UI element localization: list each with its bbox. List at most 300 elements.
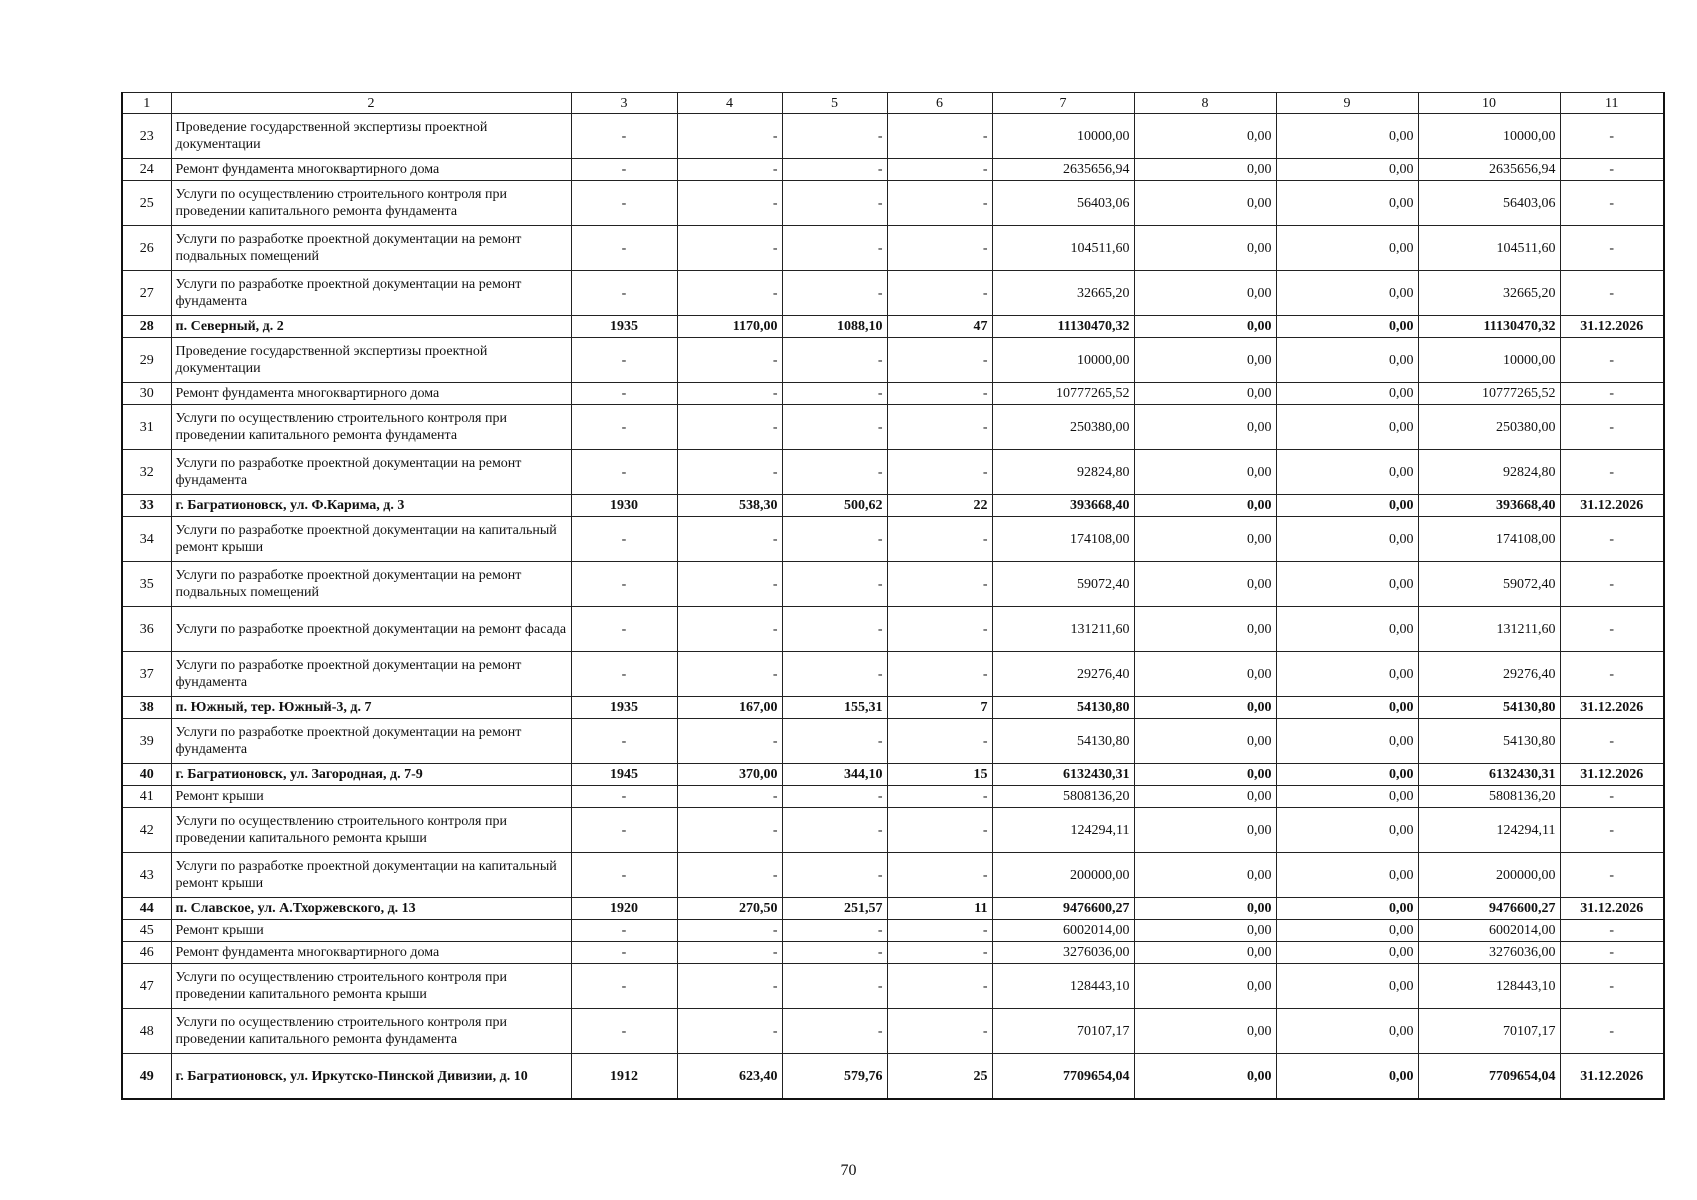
work-description: Услуги по осуществлению строительного контроля при проведении капитального ремонта фундамента: [171, 405, 571, 450]
total-area: -: [677, 942, 782, 964]
row-number: 24: [122, 159, 171, 181]
cost-owners: 3276036,00: [1418, 942, 1560, 964]
cost-source-b: 0,00: [1276, 383, 1418, 405]
total-cost: 54130,80: [992, 719, 1134, 764]
cost-source-b: 0,00: [1276, 181, 1418, 226]
completion-date: 31.12.2026: [1560, 316, 1664, 338]
cost-owners: 250380,00: [1418, 405, 1560, 450]
column-header: 4: [677, 93, 782, 114]
cost-source-a: 0,00: [1134, 697, 1276, 719]
cost-source-a: 0,00: [1134, 316, 1276, 338]
building-row: [122, 1054, 1664, 1100]
work-item-row: [122, 517, 1664, 562]
living-area: -: [782, 786, 887, 808]
completion-date: -: [1560, 405, 1664, 450]
cost-source-b: 0,00: [1276, 853, 1418, 898]
cost-source-a: 0,00: [1134, 786, 1276, 808]
total-area: -: [677, 920, 782, 942]
total-area: 623,40: [677, 1054, 782, 1100]
work-description: Ремонт крыши: [171, 786, 571, 808]
cost-owners: 5808136,20: [1418, 786, 1560, 808]
total-area: 370,00: [677, 764, 782, 786]
living-area: -: [782, 719, 887, 764]
build-year: 1930: [571, 495, 677, 517]
work-item-row: [122, 181, 1664, 226]
build-year: -: [571, 562, 677, 607]
row-number: 29: [122, 338, 171, 383]
table-body: [122, 93, 1664, 1100]
row-number: 37: [122, 652, 171, 697]
build-year: -: [571, 853, 677, 898]
work-description: Проведение государственной экспертизы проектной документации: [171, 338, 571, 383]
completion-date: -: [1560, 964, 1664, 1009]
total-cost: 174108,00: [992, 517, 1134, 562]
build-year: -: [571, 786, 677, 808]
work-item-row: [122, 853, 1664, 898]
residents-count: -: [887, 517, 992, 562]
living-area: -: [782, 159, 887, 181]
work-item-row: [122, 808, 1664, 853]
cost-source-a: 0,00: [1134, 495, 1276, 517]
work-description: Услуги по осуществлению строительного контроля при проведении капитального ремонта крыши: [171, 808, 571, 853]
cost-owners: 200000,00: [1418, 853, 1560, 898]
total-cost: 56403,06: [992, 181, 1134, 226]
row-number: 23: [122, 114, 171, 159]
build-year: 1920: [571, 898, 677, 920]
cost-owners: 54130,80: [1418, 719, 1560, 764]
work-item-row: [122, 920, 1664, 942]
row-number: 45: [122, 920, 171, 942]
living-area: -: [782, 964, 887, 1009]
completion-date: -: [1560, 719, 1664, 764]
residents-count: 25: [887, 1054, 992, 1100]
residents-count: -: [887, 226, 992, 271]
cost-source-a: 0,00: [1134, 719, 1276, 764]
total-area: -: [677, 964, 782, 1009]
work-description: Ремонт фундамента многоквартирного дома: [171, 942, 571, 964]
residents-count: -: [887, 338, 992, 383]
work-item-row: [122, 562, 1664, 607]
work-item-row: [122, 226, 1664, 271]
cost-owners: 56403,06: [1418, 181, 1560, 226]
living-area: -: [782, 450, 887, 495]
build-year: -: [571, 338, 677, 383]
total-cost: 70107,17: [992, 1009, 1134, 1054]
total-cost: 59072,40: [992, 562, 1134, 607]
column-header: 7: [992, 93, 1134, 114]
completion-date: 31.12.2026: [1560, 495, 1664, 517]
cost-owners: 32665,20: [1418, 271, 1560, 316]
cost-owners: 11130470,32: [1418, 316, 1560, 338]
work-description: Проведение государственной экспертизы проектной документации: [171, 114, 571, 159]
cost-owners: 6002014,00: [1418, 920, 1560, 942]
build-year: -: [571, 808, 677, 853]
cost-source-a: 0,00: [1134, 562, 1276, 607]
building-row: [122, 697, 1664, 719]
work-description: п. Северный, д. 2: [171, 316, 571, 338]
cost-source-a: 0,00: [1134, 181, 1276, 226]
completion-date: 31.12.2026: [1560, 898, 1664, 920]
completion-date: -: [1560, 517, 1664, 562]
cost-source-a: 0,00: [1134, 652, 1276, 697]
column-header: 8: [1134, 93, 1276, 114]
cost-source-a: 0,00: [1134, 405, 1276, 450]
living-area: -: [782, 920, 887, 942]
row-number: 27: [122, 271, 171, 316]
row-number: 42: [122, 808, 171, 853]
building-row: [122, 898, 1664, 920]
row-number: 28: [122, 316, 171, 338]
residents-count: 7: [887, 697, 992, 719]
completion-date: -: [1560, 450, 1664, 495]
column-header: 10: [1418, 93, 1560, 114]
residents-count: -: [887, 786, 992, 808]
work-description: Услуги по разработке проектной документации на капитальный ремонт крыши: [171, 853, 571, 898]
cost-source-b: 0,00: [1276, 1009, 1418, 1054]
cost-source-b: 0,00: [1276, 607, 1418, 652]
total-area: 270,50: [677, 898, 782, 920]
cost-source-a: 0,00: [1134, 920, 1276, 942]
cost-owners: 10000,00: [1418, 338, 1560, 383]
residents-count: -: [887, 652, 992, 697]
cost-owners: 7709654,04: [1418, 1054, 1560, 1100]
total-cost: 9476600,27: [992, 898, 1134, 920]
row-number: 30: [122, 383, 171, 405]
completion-date: -: [1560, 114, 1664, 159]
row-number: 49: [122, 1054, 171, 1100]
residents-count: -: [887, 920, 992, 942]
living-area: -: [782, 181, 887, 226]
completion-date: -: [1560, 808, 1664, 853]
cost-source-b: 0,00: [1276, 652, 1418, 697]
row-number: 25: [122, 181, 171, 226]
work-description: Услуги по осуществлению строительного контроля при проведении капитального ремонта крыши: [171, 964, 571, 1009]
work-description: г. Багратионовск, ул. Иркутско-Пинской Дивизии, д. 10: [171, 1054, 571, 1100]
work-item-row: [122, 114, 1664, 159]
total-area: -: [677, 338, 782, 383]
residents-count: -: [887, 159, 992, 181]
row-number: 38: [122, 697, 171, 719]
column-header: 3: [571, 93, 677, 114]
row-number: 26: [122, 226, 171, 271]
cost-source-a: 0,00: [1134, 607, 1276, 652]
residents-count: 11: [887, 898, 992, 920]
row-number: 36: [122, 607, 171, 652]
build-year: 1935: [571, 697, 677, 719]
cost-source-b: 0,00: [1276, 697, 1418, 719]
row-number: 46: [122, 942, 171, 964]
row-number: 48: [122, 1009, 171, 1054]
build-year: -: [571, 159, 677, 181]
total-cost: 128443,10: [992, 964, 1134, 1009]
completion-date: -: [1560, 786, 1664, 808]
work-item-row: [122, 1009, 1664, 1054]
work-description: Услуги по разработке проектной документации на ремонт подвальных помещений: [171, 562, 571, 607]
total-cost: 6132430,31: [992, 764, 1134, 786]
total-area: -: [677, 159, 782, 181]
cost-owners: 9476600,27: [1418, 898, 1560, 920]
row-number: 39: [122, 719, 171, 764]
work-description: п. Южный, тер. Южный-3, д. 7: [171, 697, 571, 719]
completion-date: 31.12.2026: [1560, 697, 1664, 719]
build-year: -: [571, 383, 677, 405]
cost-source-a: 0,00: [1134, 383, 1276, 405]
work-item-row: [122, 405, 1664, 450]
row-number: 41: [122, 786, 171, 808]
cost-source-a: 0,00: [1134, 338, 1276, 383]
work-description: Ремонт фундамента многоквартирного дома: [171, 159, 571, 181]
work-item-row: [122, 964, 1664, 1009]
cost-owners: 2635656,94: [1418, 159, 1560, 181]
row-number: 47: [122, 964, 171, 1009]
work-description: Услуги по разработке проектной документации на ремонт фундамента: [171, 652, 571, 697]
total-area: -: [677, 517, 782, 562]
build-year: -: [571, 1009, 677, 1054]
work-item-row: [122, 271, 1664, 316]
build-year: -: [571, 226, 677, 271]
cost-owners: 29276,40: [1418, 652, 1560, 697]
total-area: -: [677, 405, 782, 450]
work-description: Услуги по разработке проектной документации на ремонт фасада: [171, 607, 571, 652]
build-year: -: [571, 517, 677, 562]
column-header: 6: [887, 93, 992, 114]
living-area: -: [782, 405, 887, 450]
cost-source-b: 0,00: [1276, 764, 1418, 786]
completion-date: -: [1560, 181, 1664, 226]
repair-program-table: [121, 92, 1665, 1100]
work-item-row: [122, 786, 1664, 808]
cost-owners: 70107,17: [1418, 1009, 1560, 1054]
cost-source-a: 0,00: [1134, 964, 1276, 1009]
cost-source-a: 0,00: [1134, 764, 1276, 786]
column-header: 2: [171, 93, 571, 114]
row-number: 40: [122, 764, 171, 786]
total-cost: 10000,00: [992, 114, 1134, 159]
completion-date: -: [1560, 271, 1664, 316]
cost-owners: 10000,00: [1418, 114, 1560, 159]
work-description: г. Багратионовск, ул. Ф.Карима, д. 3: [171, 495, 571, 517]
build-year: 1935: [571, 316, 677, 338]
cost-source-a: 0,00: [1134, 1054, 1276, 1100]
cost-source-b: 0,00: [1276, 226, 1418, 271]
residents-count: -: [887, 405, 992, 450]
cost-source-a: 0,00: [1134, 159, 1276, 181]
total-area: 167,00: [677, 697, 782, 719]
work-item-row: [122, 942, 1664, 964]
build-year: -: [571, 719, 677, 764]
completion-date: -: [1560, 1009, 1664, 1054]
build-year: -: [571, 920, 677, 942]
work-description: Услуги по разработке проектной документации на ремонт подвальных помещений: [171, 226, 571, 271]
living-area: -: [782, 1009, 887, 1054]
living-area: -: [782, 652, 887, 697]
living-area: -: [782, 338, 887, 383]
build-year: -: [571, 405, 677, 450]
total-cost: 6002014,00: [992, 920, 1134, 942]
build-year: -: [571, 450, 677, 495]
total-cost: 7709654,04: [992, 1054, 1134, 1100]
work-description: Услуги по разработке проектной документации на ремонт фундамента: [171, 271, 571, 316]
residents-count: -: [887, 271, 992, 316]
work-description: Услуги по разработке проектной документации на ремонт фундамента: [171, 719, 571, 764]
cost-source-a: 0,00: [1134, 271, 1276, 316]
work-description: Услуги по осуществлению строительного контроля при проведении капитального ремонта фундамента: [171, 1009, 571, 1054]
living-area: -: [782, 607, 887, 652]
total-area: -: [677, 607, 782, 652]
completion-date: -: [1560, 920, 1664, 942]
residents-count: -: [887, 562, 992, 607]
cost-source-b: 0,00: [1276, 271, 1418, 316]
total-cost: 104511,60: [992, 226, 1134, 271]
total-area: -: [677, 786, 782, 808]
total-cost: 200000,00: [992, 853, 1134, 898]
living-area: 251,57: [782, 898, 887, 920]
cost-source-b: 0,00: [1276, 808, 1418, 853]
column-header: 9: [1276, 93, 1418, 114]
total-area: -: [677, 450, 782, 495]
total-area: -: [677, 271, 782, 316]
residents-count: -: [887, 1009, 992, 1054]
completion-date: -: [1560, 383, 1664, 405]
build-year: 1945: [571, 764, 677, 786]
build-year: -: [571, 942, 677, 964]
total-cost: 10777265,52: [992, 383, 1134, 405]
building-row: [122, 495, 1664, 517]
build-year: -: [571, 652, 677, 697]
cost-source-a: 0,00: [1134, 942, 1276, 964]
build-year: -: [571, 271, 677, 316]
total-cost: 393668,40: [992, 495, 1134, 517]
build-year: 1912: [571, 1054, 677, 1100]
cost-source-a: 0,00: [1134, 226, 1276, 271]
living-area: 155,31: [782, 697, 887, 719]
work-item-row: [122, 652, 1664, 697]
cost-source-b: 0,00: [1276, 942, 1418, 964]
living-area: 579,76: [782, 1054, 887, 1100]
row-number: 44: [122, 898, 171, 920]
work-item-row: [122, 719, 1664, 764]
cost-source-b: 0,00: [1276, 316, 1418, 338]
residents-count: -: [887, 607, 992, 652]
completion-date: 31.12.2026: [1560, 1054, 1664, 1100]
total-area: -: [677, 1009, 782, 1054]
living-area: -: [782, 114, 887, 159]
cost-source-b: 0,00: [1276, 964, 1418, 1009]
cost-owners: 59072,40: [1418, 562, 1560, 607]
build-year: -: [571, 607, 677, 652]
cost-owners: 92824,80: [1418, 450, 1560, 495]
cost-source-b: 0,00: [1276, 562, 1418, 607]
cost-source-a: 0,00: [1134, 1009, 1276, 1054]
living-area: 500,62: [782, 495, 887, 517]
total-cost: 2635656,94: [992, 159, 1134, 181]
total-cost: 54130,80: [992, 697, 1134, 719]
residents-count: -: [887, 450, 992, 495]
completion-date: -: [1560, 159, 1664, 181]
total-area: -: [677, 853, 782, 898]
completion-date: -: [1560, 562, 1664, 607]
cost-owners: 54130,80: [1418, 697, 1560, 719]
living-area: 1088,10: [782, 316, 887, 338]
living-area: -: [782, 853, 887, 898]
total-area: -: [677, 719, 782, 764]
total-area: 538,30: [677, 495, 782, 517]
cost-source-b: 0,00: [1276, 495, 1418, 517]
cost-source-b: 0,00: [1276, 1054, 1418, 1100]
living-area: -: [782, 271, 887, 316]
cost-source-b: 0,00: [1276, 786, 1418, 808]
work-item-row: [122, 607, 1664, 652]
column-header: 1: [122, 93, 171, 114]
total-area: -: [677, 226, 782, 271]
cost-source-b: 0,00: [1276, 450, 1418, 495]
row-number: 32: [122, 450, 171, 495]
row-number: 35: [122, 562, 171, 607]
total-area: -: [677, 181, 782, 226]
total-area: -: [677, 114, 782, 159]
residents-count: -: [887, 383, 992, 405]
total-cost: 11130470,32: [992, 316, 1134, 338]
residents-count: -: [887, 853, 992, 898]
work-description: Услуги по осуществлению строительного контроля при проведении капитального ремонта фундамента: [171, 181, 571, 226]
living-area: 344,10: [782, 764, 887, 786]
build-year: -: [571, 964, 677, 1009]
total-cost: 5808136,20: [992, 786, 1134, 808]
residents-count: -: [887, 181, 992, 226]
column-header: 11: [1560, 93, 1664, 114]
work-item-row: [122, 450, 1664, 495]
work-description: г. Багратионовск, ул. Загородная, д. 7-9: [171, 764, 571, 786]
cost-source-b: 0,00: [1276, 517, 1418, 562]
total-cost: 29276,40: [992, 652, 1134, 697]
total-area: -: [677, 652, 782, 697]
column-header: 5: [782, 93, 887, 114]
build-year: -: [571, 181, 677, 226]
work-item-row: [122, 338, 1664, 383]
cost-source-b: 0,00: [1276, 405, 1418, 450]
residents-count: 47: [887, 316, 992, 338]
living-area: -: [782, 942, 887, 964]
completion-date: -: [1560, 652, 1664, 697]
cost-source-a: 0,00: [1134, 450, 1276, 495]
work-description: Ремонт крыши: [171, 920, 571, 942]
cost-owners: 393668,40: [1418, 495, 1560, 517]
row-number: 33: [122, 495, 171, 517]
cost-source-a: 0,00: [1134, 853, 1276, 898]
total-area: -: [677, 562, 782, 607]
residents-count: -: [887, 719, 992, 764]
cost-owners: 10777265,52: [1418, 383, 1560, 405]
cost-source-b: 0,00: [1276, 338, 1418, 383]
completion-date: -: [1560, 942, 1664, 964]
building-row: [122, 764, 1664, 786]
residents-count: -: [887, 964, 992, 1009]
row-number: 34: [122, 517, 171, 562]
completion-date: -: [1560, 338, 1664, 383]
cost-owners: 6132430,31: [1418, 764, 1560, 786]
total-area: 1170,00: [677, 316, 782, 338]
row-number: 31: [122, 405, 171, 450]
cost-source-b: 0,00: [1276, 898, 1418, 920]
row-number: 43: [122, 853, 171, 898]
residents-count: -: [887, 942, 992, 964]
residents-count: 15: [887, 764, 992, 786]
page-number: 70: [840, 1162, 857, 1179]
cost-source-a: 0,00: [1134, 898, 1276, 920]
completion-date: -: [1560, 226, 1664, 271]
residents-count: 22: [887, 495, 992, 517]
total-cost: 3276036,00: [992, 942, 1134, 964]
